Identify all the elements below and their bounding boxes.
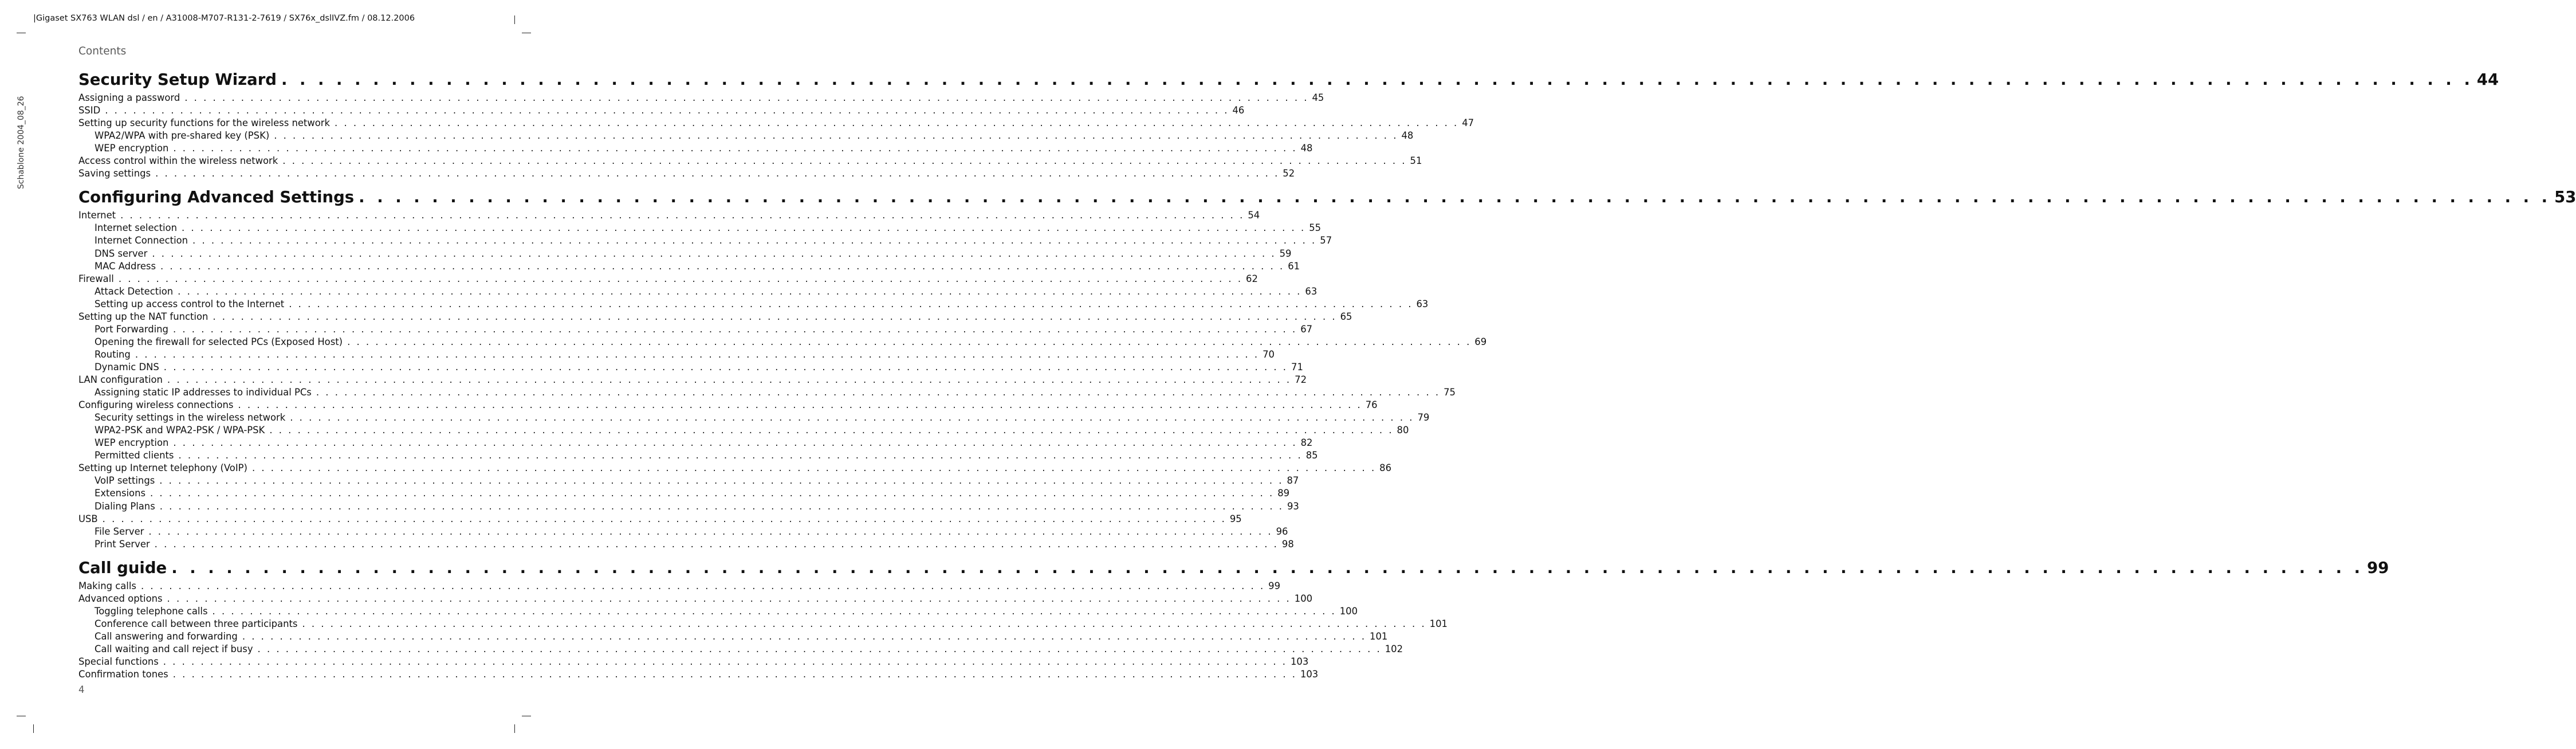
toc-chapter[interactable] [78,70,2499,89]
toc-dot-leader: . . . . . . . . . . . . . . . . . . . . . . . . . . . . . . . . . . . . . . . . . . . . . . . . . . . . . . . . . . . . . . . . . . . . . . . . . . . . . . . . . . . . . . . . . . . . . . . . . . . . . . . . . . . . . . . . . . . . . . . . [269,425,1394,436]
toc-dot-leader: . . . . . . . . . . . . . . . . . . . . . . . . . . . . . . . . . . . . . . . . . . . . . . . . . . . . . . . . . . . . . . . . . . . . . . . . . . . . . . . . . . . . . . . . . . . . . . . . . . . . . . . . . . . . . . . . . . . . . . . . [347,336,1472,347]
toc-entry-page: 47 [1462,117,1474,129]
toc-dot-leader: . . . . . . . . . . . . . . . . . . . . . . . . . . . . . . . . . . . . . . . . . . . . . . . . . . . . . . . . . . . . . . . . . . . . . . . . . . . . . . . . . . . . . . . . . . . . . . . . . . . . . . . . . . . . . . . . . . . . . . . . [281,70,2473,89]
toc-entry[interactable] [78,618,1448,630]
toc-entry[interactable] [78,273,1258,285]
toc-dot-leader: . . . . . . . . . . . . . . . . . . . . . . . . . . . . . . . . . . . . . . . . . . . . . . . . . . . . . . . . . . . . . . . . . . . . . . . . . . . . . . . . . . . . . . . . . . . . . . . . . . . . . . . . . . . . . . . . . . . . . . . . [160,260,1285,272]
toc-entry[interactable] [78,450,1318,461]
toc-entry-page: 100 [1339,605,1358,617]
toc-entry-title: Access control within the wireless network [78,155,278,167]
toc-entry-title: Permitted clients [95,450,174,461]
toc-entry-title: Special functions [78,656,159,667]
toc-dot-leader: . . . . . . . . . . . . . . . . . . . . . . . . . . . . . . . . . . . . . . . . . . . . . . . . . . . . . . . . . . . . . . . . . . . . . . . . . . . . . . . . . . . . . . . . . . . . . . . . . . . . . . . . . . . . . . . . . . . . . . . . [171,558,2364,577]
toc-entry-title: LAN configuration [78,374,163,385]
toc-entry-title: WEP encryption [95,143,169,154]
toc-entry-page: 54 [1248,210,1260,221]
toc-entry[interactable] [78,669,1319,680]
toc-entry-title: Security Setup Wizard [78,70,277,89]
toc-dot-leader: . . . . . . . . . . . . . . . . . . . . . . . . . . . . . . . . . . . . . . . . . . . . . . . . . . . . . . . . . . . . . . . . . . . . . . . . . . . . . . . . . . . . . . . . . . . . . . . . . . . . . . . . . . . . . . . . . . . . . . . . [163,361,1288,372]
toc-entry-title: Advanced options [78,593,163,604]
toc-entry-title: WPA2-PSK and WPA2-PSK / WPA-PSK [95,425,265,436]
toc-entry[interactable] [78,130,1414,142]
toc-entry-page: 82 [1300,437,1313,449]
toc-dot-leader: . . . . . . . . . . . . . . . . . . . . . . . . . . . . . . . . . . . . . . . . . . . . . . . . . . . . . . . . . . . . . . . . . . . . . . . . . . . . . . . . . . . . . . . . . . . . . . . . . . . . . . . . . . . . . . . . . . . . . . . . [289,298,1413,309]
toc-entry[interactable] [78,593,1313,605]
toc-dot-leader: . . . . . . . . . . . . . . . . . . . . . . . . . . . . . . . . . . . . . . . . . . . . . . . . . . . . . . . . . . . . . . . . . . . . . . . . . . . . . . . . . . . . . . . . . . . . . . . . . . . . . . . . . . . . . . . . . . . . . . . . [118,273,1243,284]
toc-entry[interactable] [78,475,1299,487]
toc-entry-title: Setting up access control to the Internet [95,298,285,309]
toc-entry[interactable] [78,222,1322,234]
toc-entry-page: 89 [1277,488,1290,499]
toc-entry-title: DNS server [95,248,148,259]
toc-entry[interactable] [78,643,1403,655]
toc-entry-page: 69 [1474,336,1487,347]
toc-entry-page: 59 [1279,248,1292,259]
toc-entry-page: 87 [1287,475,1299,487]
toc-entry-title: SSID [78,105,101,116]
toc-entry-title: Dynamic DNS [95,361,159,372]
toc-dot-leader: . . . . . . . . . . . . . . . . . . . . . . . . . . . . . . . . . . . . . . . . . . . . . . . . . . . . . . . . . . . . . . . . . . . . . . . . . . . . . . . . . . . . . . . . . . . . . . . . . . . . . . . . . . . . . . . . . . . . . . . . [102,513,1226,524]
toc-entry[interactable] [78,311,1352,323]
toc-dot-leader: . . . . . . . . . . . . . . . . . . . . . . . . . . . . . . . . . . . . . . . . . . . . . . . . . . . . . . . . . . . . . . . . . . . . . . . . . . . . . . . . . . . . . . . . . . . . . . . . . . . . . . . . . . . . . . . . . . . . . . . . [105,105,1229,116]
toc-entry[interactable] [78,348,1275,360]
toc-entry-title: MAC Address [95,260,156,272]
toc-dot-leader: . . . . . . . . . . . . . . . . . . . . . . . . . . . . . . . . . . . . . . . . . . . . . . . . . . . . . . . . . . . . . . . . . . . . . . . . . . . . . . . . . . . . . . . . . . . . . . . . . . . . . . . . . . . . . . . . . . . . . . . . [155,168,1280,179]
toc-entry-page: 63 [1416,298,1429,309]
toc-dot-leader: . . . . . . . . . . . . . . . . . . . . . . . . . . . . . . . . . . . . . . . . . . . . . . . . . . . . . . . . . . . . . . . . . . . . . . . . . . . . . . . . . . . . . . . . . . . . . . . . . . . . . . . . . . . . . . . . . . . . . . . . [181,222,1306,234]
toc-entry[interactable] [78,260,1300,272]
toc-entry-page: 67 [1300,323,1313,335]
side-template-label: Schablone 2004_08_26 [17,96,26,189]
toc-entry[interactable] [78,143,1313,154]
toc-dot-leader: . . . . . . . . . . . . . . . . . . . . . . . . . . . . . . . . . . . . . . . . . . . . . . . . . . . . . . . . . . . . . . . . . . . . . . . . . . . . . . . . . . . . . . . . . . . . . . . . . . . . . . . . . . . . . . . . . . . . . . . . [184,92,1309,103]
toc-entry-title: Routing [95,348,131,360]
toc-entry-page: 101 [1429,618,1448,629]
toc-entry[interactable] [78,437,1313,449]
toc-entry-page: 103 [1290,656,1309,667]
toc-entry-page: 100 [1294,593,1313,604]
toc-entry-title: Conference call between three participants [95,618,298,629]
toc-dot-leader: . . . . . . . . . . . . . . . . . . . . . . . . . . . . . . . . . . . . . . . . . . . . . . . . . . . . . . . . . . . . . . . . . . . . . . . . . . . . . . . . . . . . . . . . . . . . . . . . . . . . . . . . . . . . . . . . . . . . . . . . [251,462,1377,474]
toc-entry-page: 86 [1379,462,1392,474]
toc-entry[interactable] [78,117,1474,129]
toc-entry-title: USB [78,513,98,524]
toc-dot-leader: . . . . . . . . . . . . . . . . . . . . . . . . . . . . . . . . . . . . . . . . . . . . . . . . . . . . . . . . . . . . . . . . . . . . . . . . . . . . . . . . . . . . . . . . . . . . . . . . . . . . . . . . . . . . . . . . . . . . . . . . [257,643,1382,654]
toc-entry-title: Internet Connection [95,235,188,246]
toc-entry-page: 46 [1232,105,1245,116]
toc-entry-title: Setting up Internet telephony (VoIP) [78,462,247,474]
toc-entry-page: 98 [1281,538,1294,550]
toc-entry[interactable] [78,412,1430,423]
toc-entry-page: 76 [1365,399,1378,411]
toc-entry-title: Port Forwarding [95,323,168,335]
toc-entry-title: Opening the firewall for selected PCs (Exposed Host) [95,336,343,347]
toc-entry-title: Attack Detection [95,285,174,297]
toc-dot-leader: . . . . . . . . . . . . . . . . . . . . . . . . . . . . . . . . . . . . . . . . . . . . . . . . . . . . . . . . . . . . . . . . . . . . . . . . . . . . . . . . . . . . . . . . . . . . . . . . . . . . . . . . . . . . . . . . . . . . . . . . [290,412,1414,423]
toc-entry[interactable] [78,500,1299,512]
toc-dot-leader: . . . . . . . . . . . . . . . . . . . . . . . . . . . . . . . . . . . . . . . . . . . . . . . . . . . . . . . . . . . . . . . . . . . . . . . . . . . . . . . . . . . . . . . . . . . . . . . . . . . . . . . . . . . . . . . . . . . . . . . . [150,488,1275,499]
toc-entry-title: File Server [95,526,144,537]
toc-dot-leader: . . . . . . . . . . . . . . . . . . . . . . . . . . . . . . . . . . . . . . . . . . . . . . . . . . . . . . . . . . . . . . . . . . . . . . . . . . . . . . . . . . . . . . . . . . . . . . . . . . . . . . . . . . . . . . . . . . . . . . . . [167,593,1291,604]
toc-entry-title: Toggling telephone calls [95,605,208,617]
toc-chapter[interactable] [78,558,2389,578]
toc-dot-leader: . . . . . . . . . . . . . . . . . . . . . . . . . . . . . . . . . . . . . . . . . . . . . . . . . . . . . . . . . . . . . . . . . . . . . . . . . . . . . . . . . . . . . . . . . . . . . . . . . . . . . . . . . . . . . . . . . . . . . . . . [274,130,1398,142]
toc-entry-title: Assigning static IP addresses to individual PCs [95,387,312,398]
toc-entry-page: 55 [1309,222,1322,234]
toc-entry-title: Call answering and forwarding [95,630,238,642]
toc-entry[interactable] [78,235,1332,246]
toc-entry-title: Dialing Plans [95,500,155,512]
toc-entry[interactable] [78,387,1456,398]
toc-entry-page: 53 [2554,188,2576,207]
page-number: 4 [78,684,85,695]
toc-entry[interactable] [78,630,1388,642]
toc-entry[interactable] [78,605,1358,617]
toc-dot-leader: . . . . . . . . . . . . . . . . . . . . . . . . . . . . . . . . . . . . . . . . . . . . . . . . . . . . . . . . . . . . . . . . . . . . . . . . . . . . . . . . . . . . . . . . . . . . . . . . . . . . . . . . . . . . . . . . . . . . . . . . [302,618,1426,629]
toc-entry[interactable] [78,210,1260,221]
toc-entry-page: 61 [1288,260,1300,272]
toc-entry-page: 57 [1320,235,1332,246]
toc-entry-title: Setting up the NAT function [78,311,209,322]
toc-entry-title: Saving settings [78,168,151,179]
toc-dot-leader: . . . . . . . . . . . . . . . . . . . . . . . . . . . . . . . . . . . . . . . . . . . . . . . . . . . . . . . . . . . . . . . . . . . . . . . . . . . . . . . . . . . . . . . . . . . . . . . . . . . . . . . . . . . . . . . . . . . . . . . . [159,500,1284,512]
toc-entry-page: 103 [1300,669,1319,680]
toc-dot-leader: . . . . . . . . . . . . . . . . . . . . . . . . . . . . . . . . . . . . . . . . . . . . . . . . . . . . . . . . . . . . . . . . . . . . . . . . . . . . . . . . . . . . . . . . . . . . . . . . . . . . . . . . . . . . . . . . . . . . . . . . [173,437,1297,449]
toc-entry-title: Setting up security functions for the wireless network [78,117,331,129]
toc-chapter[interactable] [78,187,2576,207]
toc-entry-page: 95 [1229,513,1242,524]
toc-entry-page: 96 [1276,526,1288,537]
toc-entry-page: 101 [1370,630,1388,642]
toc-entry-title: VoIP settings [95,475,155,487]
toc-dot-leader: . . . . . . . . . . . . . . . . . . . . . . . . . . . . . . . . . . . . . . . . . . . . . . . . . . . . . . . . . . . . . . . . . . . . . . . . . . . . . . . . . . . . . . . . . . . . . . . . . . . . . . . . . . . . . . . . . . . . . . . . [152,248,1276,259]
toc-entry[interactable] [78,374,1307,386]
toc-entry[interactable] [78,248,1292,260]
toc-entry-page: 93 [1287,500,1299,512]
toc-entry[interactable] [78,336,1487,348]
toc-entry-title: Extensions [95,488,146,499]
toc-entry-title: Making calls [78,580,136,591]
toc-dot-leader: . . . . . . . . . . . . . . . . . . . . . . . . . . . . . . . . . . . . . . . . . . . . . . . . . . . . . . . . . . . . . . . . . . . . . . . . . . . . . . . . . . . . . . . . . . . . . . . . . . . . . . . . . . . . . . . . . . . . . . . . [335,117,1459,129]
toc-entry-page: 63 [1305,285,1318,297]
toc-dot-leader: . . . . . . . . . . . . . . . . . . . . . . . . . . . . . . . . . . . . . . . . . . . . . . . . . . . . . . . . . . . . . . . . . . . . . . . . . . . . . . . . . . . . . . . . . . . . . . . . . . . . . . . . . . . . . . . . . . . . . . . . [159,475,1284,487]
toc-dot-leader: . . . . . . . . . . . . . . . . . . . . . . . . . . . . . . . . . . . . . . . . . . . . . . . . . . . . . . . . . . . . . . . . . . . . . . . . . . . . . . . . . . . . . . . . . . . . . . . . . . . . . . . . . . . . . . . . . . . . . . . . [192,235,1317,246]
toc-entry[interactable] [78,462,1392,474]
toc-entry-page: 80 [1397,425,1409,436]
toc-entry[interactable] [78,399,1378,411]
toc-entry-page: 52 [1283,168,1295,179]
toc-dot-leader: . . . . . . . . . . . . . . . . . . . . . . . . . . . . . . . . . . . . . . . . . . . . . . . . . . . . . . . . . . . . . . . . . . . . . . . . . . . . . . . . . . . . . . . . . . . . . . . . . . . . . . . . . . . . . . . . . . . . . . . . [178,450,1303,461]
toc-entry-page: 45 [1312,92,1324,103]
toc-dot-leader: . . . . . . . . . . . . . . . . . . . . . . . . . . . . . . . . . . . . . . . . . . . . . . . . . . . . . . . . . . . . . . . . . . . . . . . . . . . . . . . . . . . . . . . . . . . . . . . . . . . . . . . . . . . . . . . . . . . . . . . . [172,323,1297,335]
toc-entry[interactable] [78,526,1288,538]
header-line: |Gigaset SX763 WLAN dsl / en / A31008-M707-R131-2-7619 / SX76x_dslIVZ.fm / 08.12.2006 [33,14,415,23]
toc-entry-title: Configuring wireless connections [78,399,234,411]
toc-entry-page: 44 [2476,70,2499,89]
toc-dot-leader: . . . . . . . . . . . . . . . . . . . . . . . . . . . . . . . . . . . . . . . . . . . . . . . . . . . . . . . . . . . . . . . . . . . . . . . . . . . . . . . . . . . . . . . . . . . . . . . . . . . . . . . . . . . . . . . . . . . . . . . . [120,210,1245,221]
toc-entry[interactable] [78,285,1318,297]
toc-entry-title: Call guide [78,558,167,577]
toc-entry-page: 71 [1291,361,1303,372]
toc-entry[interactable] [78,155,1422,167]
toc-entry-page: 99 [1268,580,1281,591]
crop-mark-bottom-right-v [514,724,515,733]
toc-entry-title: WPA2/WPA with pre-shared key (PSK) [95,130,270,142]
toc-entry[interactable] [78,105,1245,116]
toc-dot-leader: . . . . . . . . . . . . . . . . . . . . . . . . . . . . . . . . . . . . . . . . . . . . . . . . . . . . . . . . . . . . . . . . . . . . . . . . . . . . . . . . . . . . . . . . . . . . . . . . . . . . . . . . . . . . . . . . . . . . . . . . [172,669,1297,680]
toc-entry-page: 62 [1246,273,1258,284]
toc-dot-leader: . . . . . . . . . . . . . . . . . . . . . . . . . . . . . . . . . . . . . . . . . . . . . . . . . . . . . . . . . . . . . . . . . . . . . . . . . . . . . . . . . . . . . . . . . . . . . . . . . . . . . . . . . . . . . . . . . . . . . . . . [167,374,1292,385]
toc-entry[interactable] [78,361,1303,373]
toc-dot-leader: . . . . . . . . . . . . . . . . . . . . . . . . . . . . . . . . . . . . . . . . . . . . . . . . . . . . . . . . . . . . . . . . . . . . . . . . . . . . . . . . . . . . . . . . . . . . . . . . . . . . . . . . . . . . . . . . . . . . . . . . [154,538,1279,550]
toc-dot-leader: . . . . . . . . . . . . . . . . . . . . . . . . . . . . . . . . . . . . . . . . . . . . . . . . . . . . . . . . . . . . . . . . . . . . . . . . . . . . . . . . . . . . . . . . . . . . . . . . . . . . . . . . . . . . . . . . . . . . . . . . [238,399,1362,411]
crop-mark-bottom-left-v [33,724,34,733]
toc-entry-title: Security settings in the wireless network [95,412,286,423]
toc-entry-page: 48 [1401,130,1414,142]
toc-entry-page: 48 [1300,143,1313,154]
toc-entry-title: Print Server [95,538,150,550]
toc-entry[interactable] [78,656,1309,668]
toc-entry[interactable] [78,298,1429,310]
toc-dot-leader: . . . . . . . . . . . . . . . . . . . . . . . . . . . . . . . . . . . . . . . . . . . . . . . . . . . . . . . . . . . . . . . . . . . . . . . . . . . . . . . . . . . . . . . . . . . . . . . . . . . . . . . . . . . . . . . . . . . . . . . . [212,605,1336,617]
toc-dot-leader: . . . . . . . . . . . . . . . . . . . . . . . . . . . . . . . . . . . . . . . . . . . . . . . . . . . . . . . . . . . . . . . . . . . . . . . . . . . . . . . . . . . . . . . . . . . . . . . . . . . . . . . . . . . . . . . . . . . . . . . . [242,630,1367,642]
toc-entry-title: Configuring Advanced Settings [78,188,355,207]
toc-entry[interactable] [78,513,1242,525]
toc-entry-page: 51 [1410,155,1422,167]
toc-entry-page: 102 [1385,643,1403,654]
toc-dot-leader: . . . . . . . . . . . . . . . . . . . . . . . . . . . . . . . . . . . . . . . . . . . . . . . . . . . . . . . . . . . . . . . . . . . . . . . . . . . . . . . . . . . . . . . . . . . . . . . . . . . . . . . . . . . . . . . . . . . . . . . . [148,526,1273,537]
toc-entry-page: 70 [1263,348,1275,360]
toc-dot-leader: . . . . . . . . . . . . . . . . . . . . . . . . . . . . . . . . . . . . . . . . . . . . . . . . . . . . . . . . . . . . . . . . . . . . . . . . . . . . . . . . . . . . . . . . . . . . . . . . . . . . . . . . . . . . . . . . . . . . . . . . [213,311,1337,322]
toc-entry-title: Call waiting and call reject if busy [95,643,253,654]
toc-entry-title: Internet selection [95,222,177,234]
toc-dot-leader: . . . . . . . . . . . . . . . . . . . . . . . . . . . . . . . . . . . . . . . . . . . . . . . . . . . . . . . . . . . . . . . . . . . . . . . . . . . . . . . . . . . . . . . . . . . . . . . . . . . . . . . . . . . . . . . . . . . . . . . . [282,155,1407,167]
toc-entry-title: Assigning a password [78,92,180,103]
section-label: Contents [78,45,127,57]
toc-entry[interactable] [78,580,1281,592]
toc-entry[interactable] [78,168,1295,179]
toc-entry-title: Internet [78,210,116,221]
toc-dot-leader: . . . . . . . . . . . . . . . . . . . . . . . . . . . . . . . . . . . . . . . . . . . . . . . . . . . . . . . . . . . . . . . . . . . . . . . . . . . . . . . . . . . . . . . . . . . . . . . . . . . . . . . . . . . . . . . . . . . . . . . . [163,656,1287,667]
toc-entry-page: 79 [1417,412,1430,423]
toc-dot-leader: . . . . . . . . . . . . . . . . . . . . . . . . . . . . . . . . . . . . . . . . . . . . . . . . . . . . . . . . . . . . . . . . . . . . . . . . . . . . . . . . . . . . . . . . . . . . . . . . . . . . . . . . . . . . . . . . . . . . . . . . [173,143,1297,154]
crop-mark-top-right-v [514,15,515,24]
toc-dot-leader: . . . . . . . . . . . . . . . . . . . . . . . . . . . . . . . . . . . . . . . . . . . . . . . . . . . . . . . . . . . . . . . . . . . . . . . . . . . . . . . . . . . . . . . . . . . . . . . . . . . . . . . . . . . . . . . . . . . . . . . . [178,285,1302,297]
toc-dot-leader: . . . . . . . . . . . . . . . . . . . . . . . . . . . . . . . . . . . . . . . . . . . . . . . . . . . . . . . . . . . . . . . . . . . . . . . . . . . . . . . . . . . . . . . . . . . . . . . . . . . . . . . . . . . . . . . . . . . . . . . . [135,348,1260,360]
toc-dot-leader: . . . . . . . . . . . . . . . . . . . . . . . . . . . . . . . . . . . . . . . . . . . . . . . . . . . . . . . . . . . . . . . . . . . . . . . . . . . . . . . . . . . . . . . . . . . . . . . . . . . . . . . . . . . . . . . . . . . . . . . . [140,580,1265,591]
toc-entry-page: 85 [1305,450,1318,461]
toc-entry-page: 65 [1340,311,1352,322]
toc-entry[interactable] [78,538,1294,550]
toc-entry-page: 75 [1444,387,1456,398]
toc-entry-title: Firewall [78,273,114,284]
toc-entry-title: WEP encryption [95,437,169,449]
toc-dot-leader: . . . . . . . . . . . . . . . . . . . . . . . . . . . . . . . . . . . . . . . . . . . . . . . . . . . . . . . . . . . . . . . . . . . . . . . . . . . . . . . . . . . . . . . . . . . . . . . . . . . . . . . . . . . . . . . . . . . . . . . . [316,387,1441,398]
toc-entry[interactable] [78,425,1409,436]
toc-entry-title: Confirmation tones [78,669,168,680]
toc-dot-leader: . . . . . . . . . . . . . . . . . . . . . . . . . . . . . . . . . . . . . . . . . . . . . . . . . . . . . . . . . . . . . . . . . . . . . . . . . . . . . . . . . . . . . . . . . . . . . . . . . . . . . . . . . . . . . . . . . . . . . . . . [359,188,2551,207]
toc-entry-page: 72 [1295,374,1307,385]
toc-entry[interactable] [78,488,1290,499]
toc-entry[interactable] [78,323,1313,335]
toc-entry[interactable] [78,92,1324,104]
toc-entry-page: 99 [2367,558,2389,577]
